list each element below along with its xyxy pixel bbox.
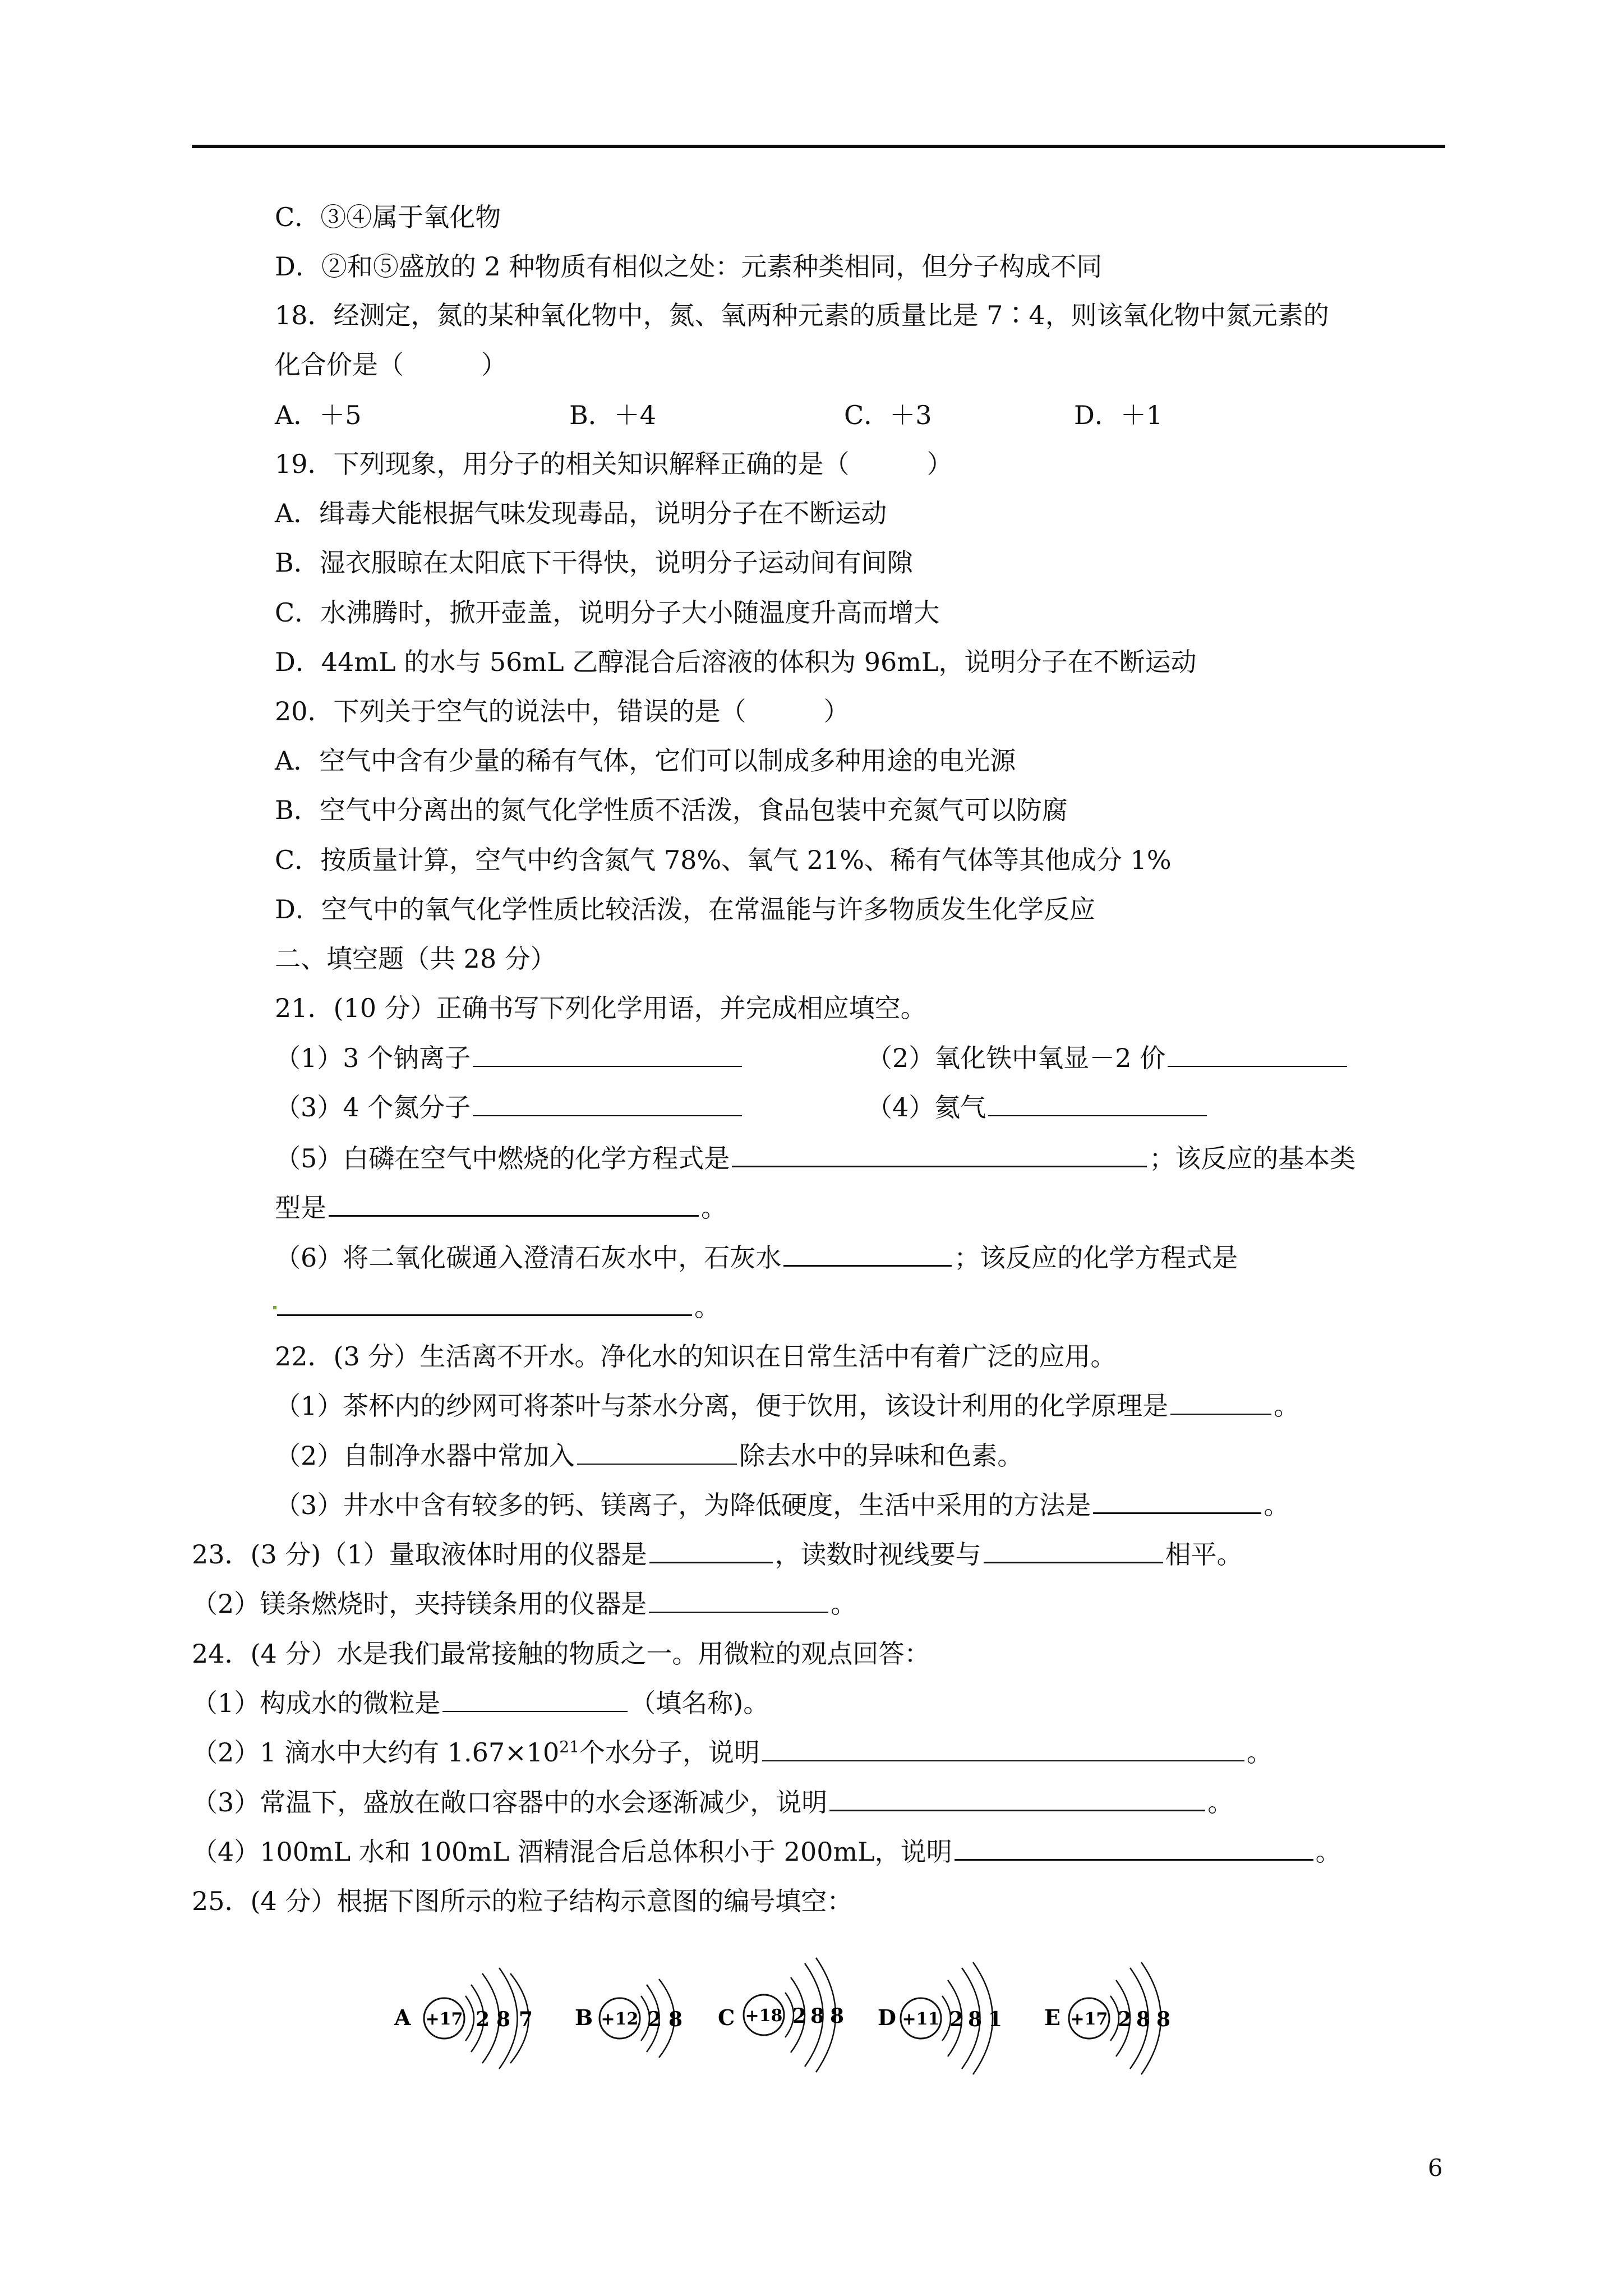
electron-count: 8 <box>1156 2008 1171 2031</box>
q23-mid: ，读数时视线要与 <box>774 1539 981 1570</box>
answer-blank[interactable] <box>1093 1490 1261 1514</box>
q20-option-b: B．空气中分离出的氮气化学性质不活泼，食品包装中充氮气可以防腐 <box>275 795 1068 825</box>
answer-blank[interactable] <box>955 1837 1313 1861</box>
q21-item-5-label: （5）白磷在空气中燃烧的化学方程式是 <box>275 1143 730 1174</box>
section-two-heading: 二、填空题（共 28 分） <box>275 944 556 974</box>
q23-tail: 相平。 <box>1165 1539 1243 1570</box>
q24-item-2-label: （2）1 滴水中大约有 1.67×10 <box>192 1737 560 1768</box>
nuclear-charge: +12 <box>601 2009 639 2029</box>
q21-item-2-label: （2）氧化铁中氧显－2 价 <box>866 1043 1166 1073</box>
q23-item-1 <box>192 1538 1243 1571</box>
q21-item-6-tail: ；该反应的化学方程式是 <box>954 1243 1238 1273</box>
answer-blank[interactable] <box>277 1292 692 1316</box>
q18-option-b: B．＋4 <box>569 400 657 430</box>
particle-diagram-a <box>394 1968 533 2069</box>
q18-option-d: D．＋1 <box>1074 400 1163 430</box>
electron-count: 2 <box>1118 2008 1132 2031</box>
q22-item-3-label: （3）井水中含有较多的钙、镁离子，为降低硬度，生活中采用的方法是 <box>275 1490 1091 1520</box>
q24-item-3-label: （3）常温下，盛放在敞口容器中的水会逐渐减少，说明 <box>192 1787 828 1818</box>
q21-item-5-end: 。 <box>701 1193 727 1223</box>
answer-blank[interactable] <box>1170 1391 1271 1415</box>
q21-item-5-tail: ；该反应的基本类 <box>1149 1143 1356 1174</box>
q25-stem: 25．(4 分）根据下图所示的粒子结构示意图的编号填空： <box>192 1886 853 1916</box>
q19-option-c: C．水沸腾时，掀开壶盖，说明分子大小随温度升高而增大 <box>275 597 940 628</box>
q24-item-1-label: （1）构成水的微粒是 <box>192 1688 441 1718</box>
q18-stem-cont: 化合价是（ ） <box>275 349 507 380</box>
electron-count: 2 <box>792 2004 807 2028</box>
q21-item-4-label: （4）氦气 <box>866 1092 986 1122</box>
q22-item-1 <box>275 1389 1299 1423</box>
q17-option-c: C．③④属于氧化物 <box>275 202 501 232</box>
electron-count: 2 <box>949 2008 964 2031</box>
q20-stem: 20．下列关于空气的说法中，错误的是（ ） <box>275 696 850 726</box>
q17-option-d: D．②和⑤盛放的 2 种物质有相似之处：元素种类相同，但分子构成不同 <box>275 251 1103 282</box>
answer-blank[interactable] <box>984 1539 1163 1563</box>
electron-count: 7 <box>519 2008 533 2031</box>
nuclear-charge: +11 <box>902 2009 940 2029</box>
answer-blank[interactable] <box>762 1738 1244 1761</box>
header-rule <box>192 145 1445 148</box>
answer-blank[interactable] <box>732 1143 1147 1167</box>
electron-count: 8 <box>668 2008 683 2031</box>
q22-item-2-label: （2）自制净水器中常加入 <box>275 1441 575 1471</box>
q18-option-a: A．＋5 <box>275 400 362 430</box>
q24-item-4-label: （4）100mL 水和 100mL 酒精混合后总体积小于 200mL，说明 <box>192 1837 952 1867</box>
q19-option-b: B．湿衣服晾在太阳底下干得快，说明分子运动间有间隙 <box>275 547 913 578</box>
q21-item-3-label: （3）4 个氮分子 <box>275 1092 471 1122</box>
q18-option-c: C．＋3 <box>844 400 932 430</box>
nuclear-charge: +18 <box>745 2006 783 2026</box>
q23-item-2-end: 。 <box>831 1589 857 1619</box>
q21-item-1 <box>275 1041 744 1075</box>
q21-item-3 <box>275 1091 744 1124</box>
q21-item-5-label-cont: 型是 <box>275 1193 326 1223</box>
q24-item-4 <box>192 1835 1341 1869</box>
particle-label: B <box>575 2005 593 2030</box>
answer-blank[interactable] <box>829 1787 1205 1811</box>
answer-blank[interactable] <box>329 1193 699 1217</box>
electron-count: 1 <box>988 2008 1003 2031</box>
answer-blank[interactable] <box>473 1043 742 1067</box>
particle-diagram-c <box>718 1958 844 2072</box>
answer-blank[interactable] <box>988 1093 1207 1116</box>
q21-item-5 <box>275 1142 1355 1175</box>
q21-item-6-end: 。 <box>694 1292 720 1322</box>
answer-blank[interactable] <box>649 1539 773 1563</box>
q24-item-1-tail: （填名称)。 <box>630 1688 769 1718</box>
electron-count: 8 <box>1136 2008 1151 2031</box>
answer-blank[interactable] <box>649 1589 828 1613</box>
answer-blank[interactable] <box>442 1688 628 1712</box>
q24-item-4-end: 。 <box>1315 1837 1341 1867</box>
q22-item-1-end: 。 <box>1274 1391 1300 1421</box>
q22-stem: 22．(3 分）生活离不开水。净化水的知识在日常生活中有着广泛的应用。 <box>275 1341 1117 1372</box>
particle-label: C <box>718 2005 735 2030</box>
q20-option-d: D．空气中的氧气化学性质比较活泼，在常温能与许多物质发生化学反应 <box>275 894 1095 924</box>
q19-option-a: A．缉毒犬能根据气味发现毒品，说明分子在不断运动 <box>275 498 887 528</box>
q18-stem: 18．经测定，氮的某种氧化物中，氮、氧两种元素的质量比是 7∶4，则该氧化物中氮元素的 <box>275 300 1329 330</box>
q22-item-3-end: 。 <box>1264 1490 1290 1520</box>
page-number: 6 <box>1428 2154 1443 2182</box>
q22-item-2 <box>275 1439 1023 1473</box>
q22-item-3 <box>275 1488 1289 1522</box>
electron-count: 2 <box>476 2008 490 2031</box>
q24-item-3 <box>192 1786 1233 1819</box>
particle-diagram-e <box>1044 1962 1170 2074</box>
q21-item-1-label: （1）3 个钠离子 <box>275 1043 471 1073</box>
answer-blank[interactable] <box>577 1441 737 1465</box>
answer-blank[interactable] <box>1168 1043 1347 1067</box>
particle-diagram-d <box>878 1962 1002 2074</box>
q21-stem: 21．(10 分）正确书写下列化学用语，并完成相应填空。 <box>275 993 926 1023</box>
particle-structure-diagrams <box>381 1947 1195 2081</box>
electron-count: 8 <box>810 2004 825 2028</box>
electron-count: 8 <box>496 2008 511 2031</box>
q23-item-2 <box>192 1587 856 1621</box>
electron-count: 8 <box>830 2004 845 2028</box>
q21-item-4 <box>866 1091 1209 1124</box>
q24-item-2 <box>192 1736 1272 1769</box>
q24-item-2-mid: 个水分子，说明 <box>579 1737 760 1768</box>
q24-item-2-end: 。 <box>1246 1737 1272 1768</box>
q19-option-d: D．44mL 的水与 56mL 乙醇混合后溶液的体积为 96mL，说明分子在不断运动 <box>275 647 1197 677</box>
q24-item-1 <box>192 1686 769 1720</box>
q21-item-6-label: （6）将二氧化碳通入澄清石灰水中，石灰水 <box>275 1243 782 1273</box>
nuclear-charge: +17 <box>1070 2009 1108 2029</box>
particle-label: E <box>1044 2005 1061 2030</box>
nuclear-charge: +17 <box>425 2009 463 2029</box>
q23-stem: 23．(3 分)（1）量取液体时用的仪器是 <box>192 1539 647 1570</box>
particle-diagram-b <box>575 1979 683 2058</box>
electron-count: 2 <box>648 2008 662 2031</box>
q22-item-1-label: （1）茶杯内的纱网可将茶叶与茶水分离，便于饮用，该设计利用的化学原理是 <box>275 1391 1169 1421</box>
q20-option-c: C．按质量计算，空气中约含氮气 78%、氧气 21%、稀有气体等其他成分 1% <box>275 845 1172 875</box>
particle-label: D <box>878 2005 896 2030</box>
answer-blank[interactable] <box>783 1243 952 1267</box>
q22-item-2-tail: 除去水中的异味和色素。 <box>739 1441 1023 1471</box>
q19-stem: 19．下列现象，用分子的相关知识解释正确的是（ ） <box>275 449 953 479</box>
answer-blank[interactable] <box>473 1093 742 1116</box>
electron-count: 8 <box>968 2008 983 2031</box>
q24-exponent: 21 <box>559 1737 579 1756</box>
q24-item-3-end: 。 <box>1207 1787 1234 1818</box>
q20-option-a: A．空气中含有少量的稀有气体，它们可以制成多种用途的电光源 <box>275 746 1016 776</box>
particle-label: A <box>394 2005 411 2030</box>
q23-item-2-label: （2）镁条燃烧时，夹持镁条用的仪器是 <box>192 1589 647 1619</box>
q21-item-5-cont <box>275 1191 727 1225</box>
q24-stem: 24．(4 分）水是我们最常接触的物质之一。用微粒的观点回答： <box>192 1639 930 1669</box>
q21-item-6-cont <box>275 1290 720 1324</box>
q21-item-6 <box>275 1241 1238 1274</box>
q21-item-2 <box>866 1041 1349 1075</box>
